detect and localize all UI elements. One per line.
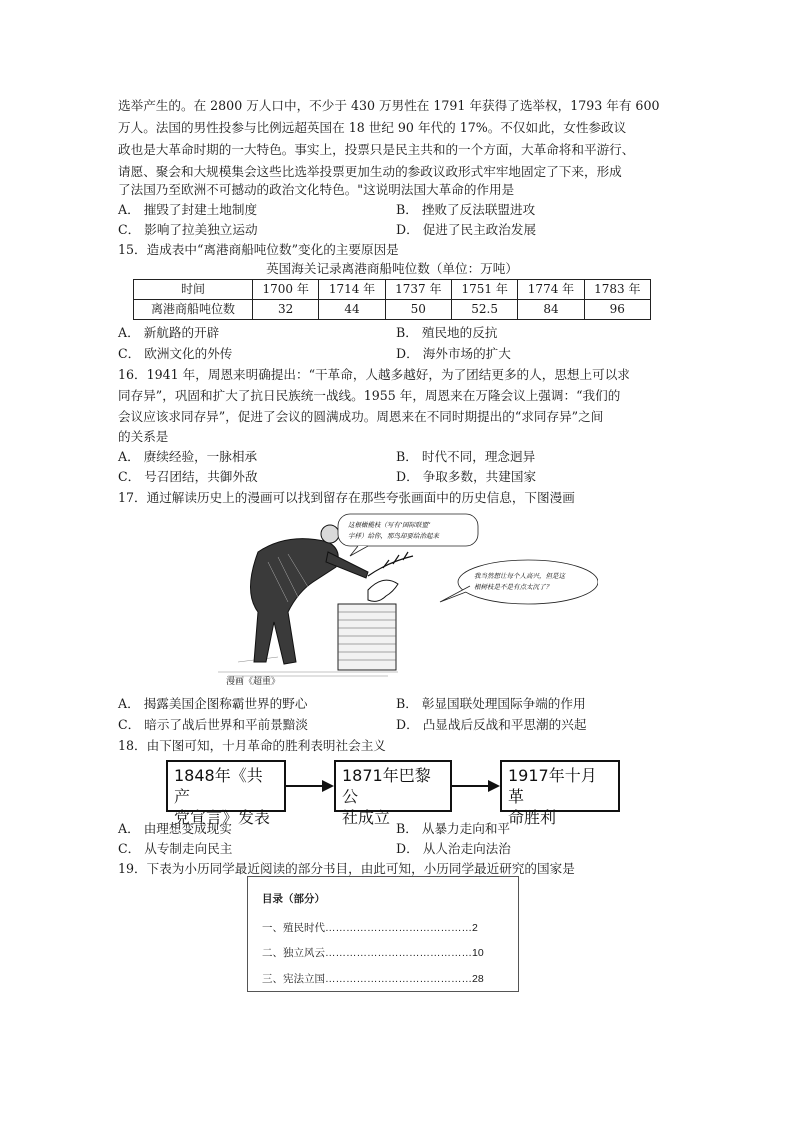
q18-option-a: A． 由理想变成现实 (118, 821, 232, 836)
passage-line: 选举产生的。在 2800 万人口中，不少于 430 万男性在 1791 年获得了选举权，1793 年有 600 (118, 98, 660, 113)
table-cell: 1737 年 (385, 280, 451, 300)
q15-option-c: C． 欧洲文化的外传 (118, 346, 233, 361)
q17-stem: 17．通过解读历史上的漫画可以找到留存在那些夸张画面中的历史信息，下图漫画 (118, 490, 575, 505)
table-cell: 1783 年 (584, 280, 650, 300)
passage-line: 政也是大革命时期的一大特色。事实上，投票只是民主共和的一个方面，大革命将和平游行、 (118, 142, 635, 157)
q19-stem: 19．下表为小历同学最近阅读的部分书目，由此可知，小历同学最近研究的国家是 (118, 861, 575, 876)
table-header-cell: 时间 (134, 280, 253, 300)
book-contents-box (247, 876, 519, 992)
q14-option-b: B． 挫败了反法联盟进攻 (396, 202, 536, 217)
q15-option-d: D． 海外市场的扩大 (396, 346, 511, 361)
passage-line: 万人。法国的男性投参与比例远超英国在 18 世纪 90 年代的 17%。不仅如此，女性参政议 (118, 120, 627, 135)
table-cell: 1751 年 (451, 280, 517, 300)
q17-option-b: B． 彰显国联处理国际争端的作用 (396, 696, 586, 711)
table-cell: 52.5 (451, 300, 517, 320)
q14-option-a: A． 摧毁了封建土地制度 (118, 202, 258, 217)
flow-box-1917 (500, 760, 620, 827)
cartoon-bubble-2-line: 我当然想让每个人高兴，但是这 (474, 572, 565, 580)
table-cell: 50 (385, 300, 451, 320)
cartoon-bubble-2-line: 根树枝是不是有点太沉了？ (474, 583, 552, 591)
cartoon-caption: 漫画《超重》 (226, 677, 281, 687)
q16-stem-line: 的关系是 (118, 429, 169, 444)
toc-entry: 一、殖民时代……………………………………2 (262, 922, 478, 934)
cartoon-bubble-1-line: 字样）给你，那鸟却要给治起来 (348, 532, 439, 540)
table-cell: 96 (584, 300, 650, 320)
table-cell: 1774 年 (518, 280, 584, 300)
q15-option-b: B． 殖民地的反抗 (396, 325, 498, 340)
passage-line: 了法国乃至欧洲不可撼动的政治文化特色。"这说明法国大革命的作用是 (118, 182, 515, 197)
table-row (134, 300, 651, 320)
toc-title: 目录（部分） (262, 893, 325, 905)
table-cell: 1714 年 (319, 280, 385, 300)
table-cell: 84 (518, 300, 584, 320)
right-arrow-icon (286, 778, 336, 794)
flow-box-text: 1848年《共产 (174, 766, 263, 806)
overweight-cartoon (218, 512, 598, 682)
q16-option-a: A． 赓续经验，一脉相承 (118, 449, 258, 464)
q16-stem-line: 同存异”，巩固和扩大了抗日民族统一战线。1955 年，周恩来在万隆会议上强调：“我们的 (118, 388, 621, 403)
table-cell: 32 (253, 300, 319, 320)
q16-option-c: C． 号召团结，共御外敌 (118, 469, 258, 484)
flow-box-1871 (334, 760, 452, 827)
tonnage-table (133, 279, 651, 320)
toc-entry: 三、宪法立国……………………………………28 (262, 973, 484, 985)
q14-option-c: C． 影响了拉美独立运动 (118, 222, 258, 237)
q16-stem-line: 会议应该求同存异”，促进了会议的圆满成功。周恩来在不同时期提出的“求同存异”之间 (118, 409, 604, 424)
q16-stem-line: 16．1941 年，周恩来明确提出：“干革命，人越多越好，为了团结更多的人，思想上可以求 (118, 367, 630, 382)
q18-stem: 18．由下图可知，十月革命的胜利表明社会主义 (118, 738, 386, 753)
q14-option-d: D． 促进了民主政治发展 (396, 222, 537, 237)
q17-option-c: C． 暗示了战后世界和平前景黯淡 (118, 717, 308, 732)
q17-option-a: A． 揭露美国企图称霸世界的野心 (118, 696, 308, 711)
q16-option-b: B． 时代不同，理念迥异 (396, 449, 536, 464)
table-row (134, 280, 651, 300)
flow-box-1848 (166, 760, 286, 827)
flow-box-text: 1917年十月革 (508, 766, 597, 806)
q18-option-c: C． 从专制走向民主 (118, 841, 233, 856)
q16-option-d: D． 争取多数，共建国家 (396, 469, 537, 484)
cartoon-bubble-1-line: 这根橄榄枝（写有‘国际联盟’ (348, 521, 431, 529)
q15-stem: 15．造成表中“离港商船吨位数”变化的主要原因是 (118, 242, 399, 257)
flow-box-text: 社成立 (342, 808, 391, 827)
q18-option-b: B． 从暴力走向和平 (396, 821, 511, 836)
table-cell: 44 (319, 300, 385, 320)
flow-box-text: 党宣言》发表 (174, 808, 271, 827)
table-cell: 1700 年 (253, 280, 319, 300)
passage-line: 请愿、聚会和大规模集会这些比选举投票更加生动的参政议政形式牢牢地固定了下来，形成 (118, 164, 622, 179)
q15-option-a: A． 新航路的开辟 (118, 325, 220, 340)
toc-entry: 二、独立风云……………………………………10 (262, 947, 484, 959)
table-header-cell: 离港商船吨位数 (134, 300, 253, 320)
right-arrow-icon (452, 778, 502, 794)
flow-box-text: 命胜利 (508, 808, 557, 827)
q17-option-d: D． 凸显战后反战和平思潮的兴起 (396, 717, 587, 732)
q15-table-caption: 英国海关记录离港商船吨位数（单位：万吨） (266, 261, 518, 276)
q18-option-d: D． 从人治走向法治 (396, 841, 511, 856)
flow-box-text: 1871年巴黎公 (342, 766, 431, 806)
